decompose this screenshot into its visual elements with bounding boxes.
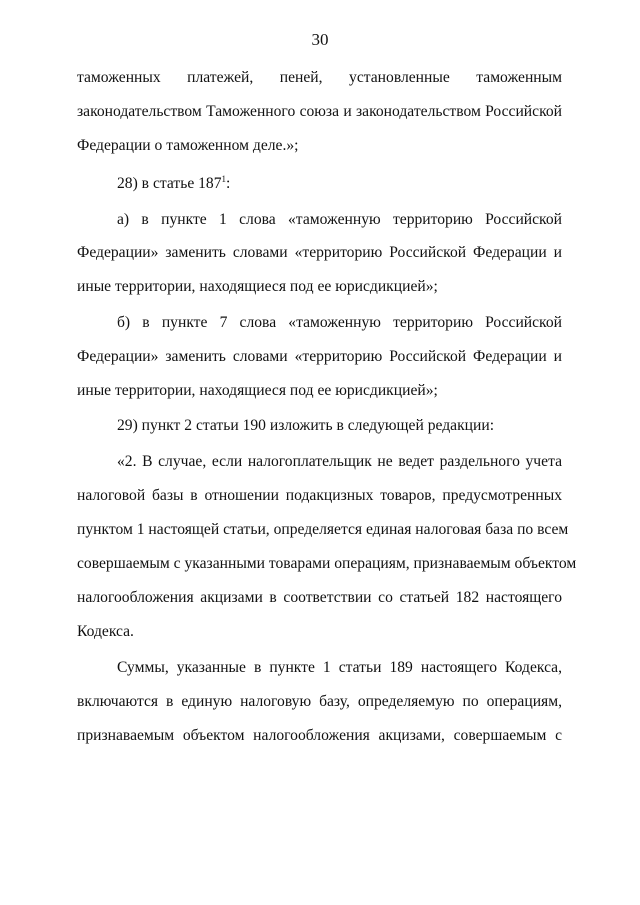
quote-line-2: налоговой базы в отношении подакцизных товаров, предусмотренных	[77, 487, 562, 504]
subitem-b-line-3: иные территории, находящиеся под ее юрисдикцией»;	[77, 382, 438, 399]
superscript: 1	[221, 174, 227, 184]
subitem-a-line-2: Федерации» заменить словами «территорию Российской Федерации и	[77, 244, 562, 261]
quote-line-3: пунктом 1 настоящей статьи, определяется единая налоговая база по всем	[77, 521, 569, 538]
subitem-b-line-1: б) в пункте 7 слова «таможенную территорию Российской	[117, 314, 562, 331]
subitem-b-line-2: Федерации» заменить словами «территорию Российской Федерации и	[77, 348, 562, 365]
item-28-heading	[117, 174, 562, 194]
quote-line-5: налогообложения акцизами в соответствии со статьей 182 настоящего	[77, 589, 562, 606]
quote-line-4: совершаемым с указанными товарами операциям, признаваемым объектом	[77, 555, 577, 572]
quote-line-6: Кодекса.	[77, 623, 134, 640]
para-line-2: включаются в единую налоговую базу, определяемую по операциям,	[77, 693, 562, 710]
text-line-1: таможенных платежей, пеней, установленные таможенным	[77, 69, 562, 86]
page-number: 30	[311, 30, 329, 49]
item-28-text: 28) в статье 187	[117, 175, 222, 192]
quote-line-1: «2. В случае, если налогоплательщик не ведет раздельного учета	[117, 453, 562, 470]
colon: :	[226, 175, 231, 192]
text-line-2: законодательством Таможенного союза и законодательством Российской	[77, 103, 562, 120]
para-line-1: Суммы, указанные в пункте 1 статьи 189 настоящего Кодекса,	[117, 659, 562, 676]
item-29-heading: 29) пункт 2 статьи 190 изложить в следующей редакции:	[117, 417, 495, 434]
subitem-a-line-3: иные территории, находящиеся под ее юрисдикцией»;	[77, 278, 438, 295]
para-line-3: признаваемым объектом налогообложения акцизами, совершаемым с	[77, 727, 562, 744]
text-line-3: Федерации о таможенном деле.»;	[77, 137, 299, 154]
subitem-a-line-1: а) в пункте 1 слова «таможенную территорию Российской	[117, 211, 562, 228]
